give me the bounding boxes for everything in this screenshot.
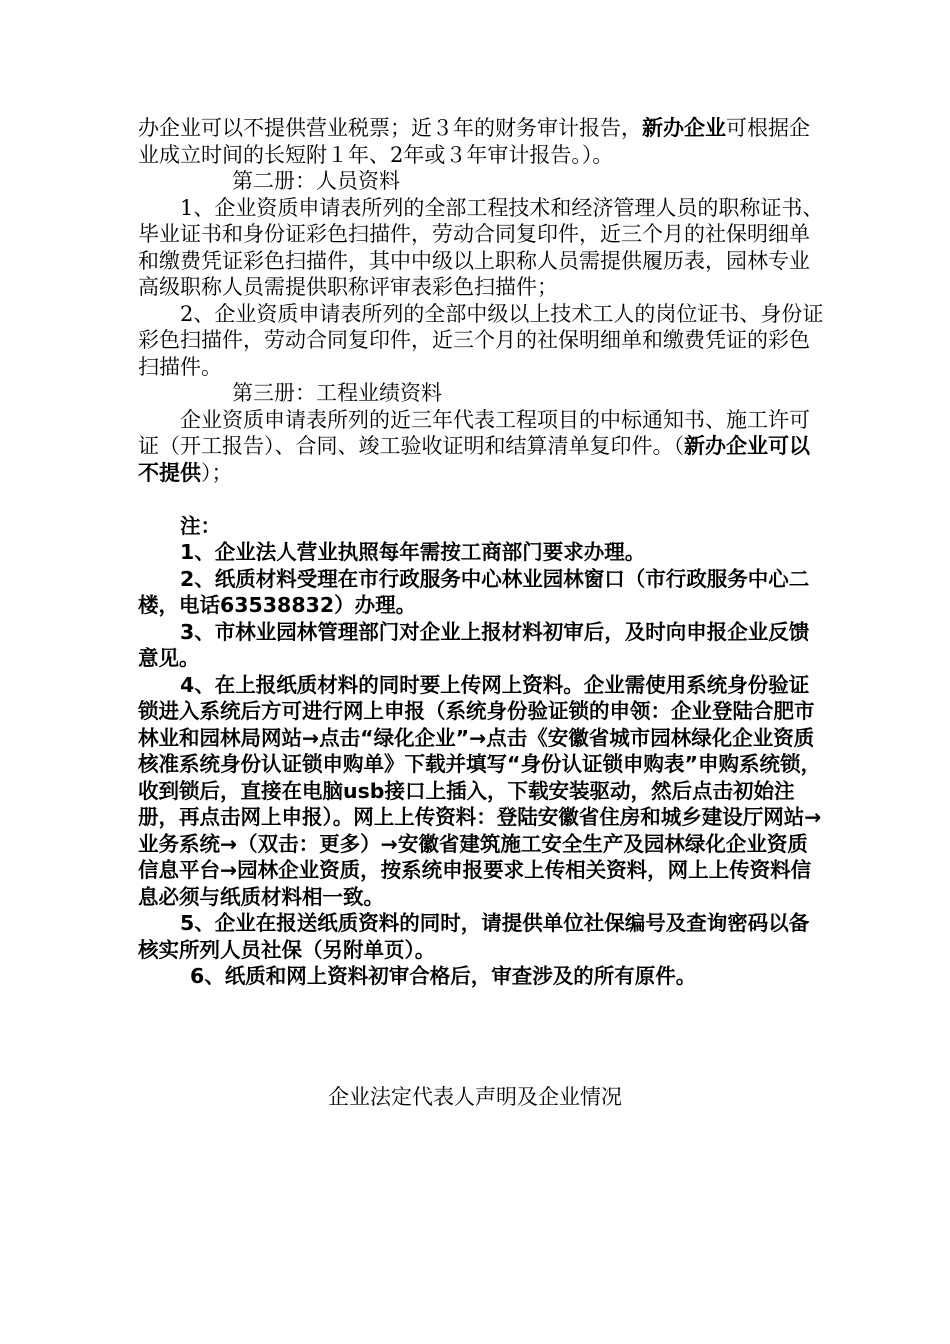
- section3-body-bold: 新办企业可以不提供: [138, 433, 810, 485]
- section3-body: [138, 407, 828, 487]
- note-item-5: 5、企业在报送纸质资料的同时，请提供单位社保编号及查询密码以备核实所列人员社保（另附单页）。: [138, 911, 810, 962]
- section1-text-post: 可根据企业成立时间的长短附１年、2年或３年审计报告。）。: [138, 116, 810, 167]
- section2-item-1: 1、企业资质申请表所列的全部工程技术和经济管理人员的职称证书、毕业证书和身份证彩色扫描件，劳动合同复印件，近三个月的社保明细单和缴费凭证彩色扫描件，其中中级以上职称人员需提供履历表，园林专业高级职称人员需提供职称评审表彩色扫描件；: [138, 195, 824, 299]
- section3-heading: 第三册：工程业绩资料: [232, 381, 442, 405]
- section2-heading: 第二册：人员资料: [232, 169, 400, 193]
- blank-line: [138, 486, 828, 513]
- note-item-6: 6、纸质和网上资料初审合格后，审查涉及的所有原件。: [190, 964, 697, 988]
- section1-tail: [138, 115, 828, 990]
- section1-text-bold: 新办企业: [642, 115, 726, 140]
- section3-body-pre: 企业资质申请表所列的近三年代表工程项目的中标通知书、施工许可证（开工报告）、合同、竣工验收证明和结算清单复印件。（: [138, 407, 810, 458]
- note-item-4: 4、在上报纸质材料的同时要上传网上资料。企业需使用系统身份验证锁进入系统后方可进行网上申报（系统身份验证锁的申领：企业登陆合肥市林业和园林局网站→点击“绿化企业”→点击《安徽省城市园林绿化企业资质核准系统身份认证锁申购单》下载并填写“身份认证锁申购表”申购系统锁，收到锁后，直接在电脑usb接口上插入，下载安装驱动，然后点击初始注册，再点击网上申报）。网上上传资料：登陆安徽省住房和城乡建设厅网站→业务系统→（双击：更多）→安徽省建筑施工安全生产及园林绿化企业资质信息平台→园林企业资质，按系统申报要求上传相关资料，网上上传资料信息必须与纸质材料相一致。: [138, 672, 822, 909]
- notes-block: [138, 513, 828, 990]
- section1-tail-paragraph: [138, 115, 828, 168]
- section1-text-pre: 办企业可以不提供营业税票；近３年的财务审计报告，: [138, 116, 642, 140]
- section2-item-2: 2、企业资质申请表所列的全部中级以上技术工人的岗位证书、身份证彩色扫描件，劳动合同复印件，近三个月的社保明细单和缴费凭证的彩色扫描件。: [138, 301, 824, 379]
- section3-body-post: ）；: [201, 460, 233, 485]
- note-item-1: 1、企业法人营业执照每年需按工商部门要求办理。: [180, 540, 646, 564]
- note-item-2: 2、纸质材料受理在市行政服务中心林业园林窗口（市行政服务中心二楼，电话63538832）办理。: [138, 566, 810, 617]
- footer-title: 企业法定代表人声明及企业情况: [328, 1085, 622, 1109]
- note-item-3: 3、市林业园林管理部门对企业上报材料初审后，及时向申报企业反馈意见。: [138, 619, 810, 670]
- notes-label: 注：: [180, 513, 221, 538]
